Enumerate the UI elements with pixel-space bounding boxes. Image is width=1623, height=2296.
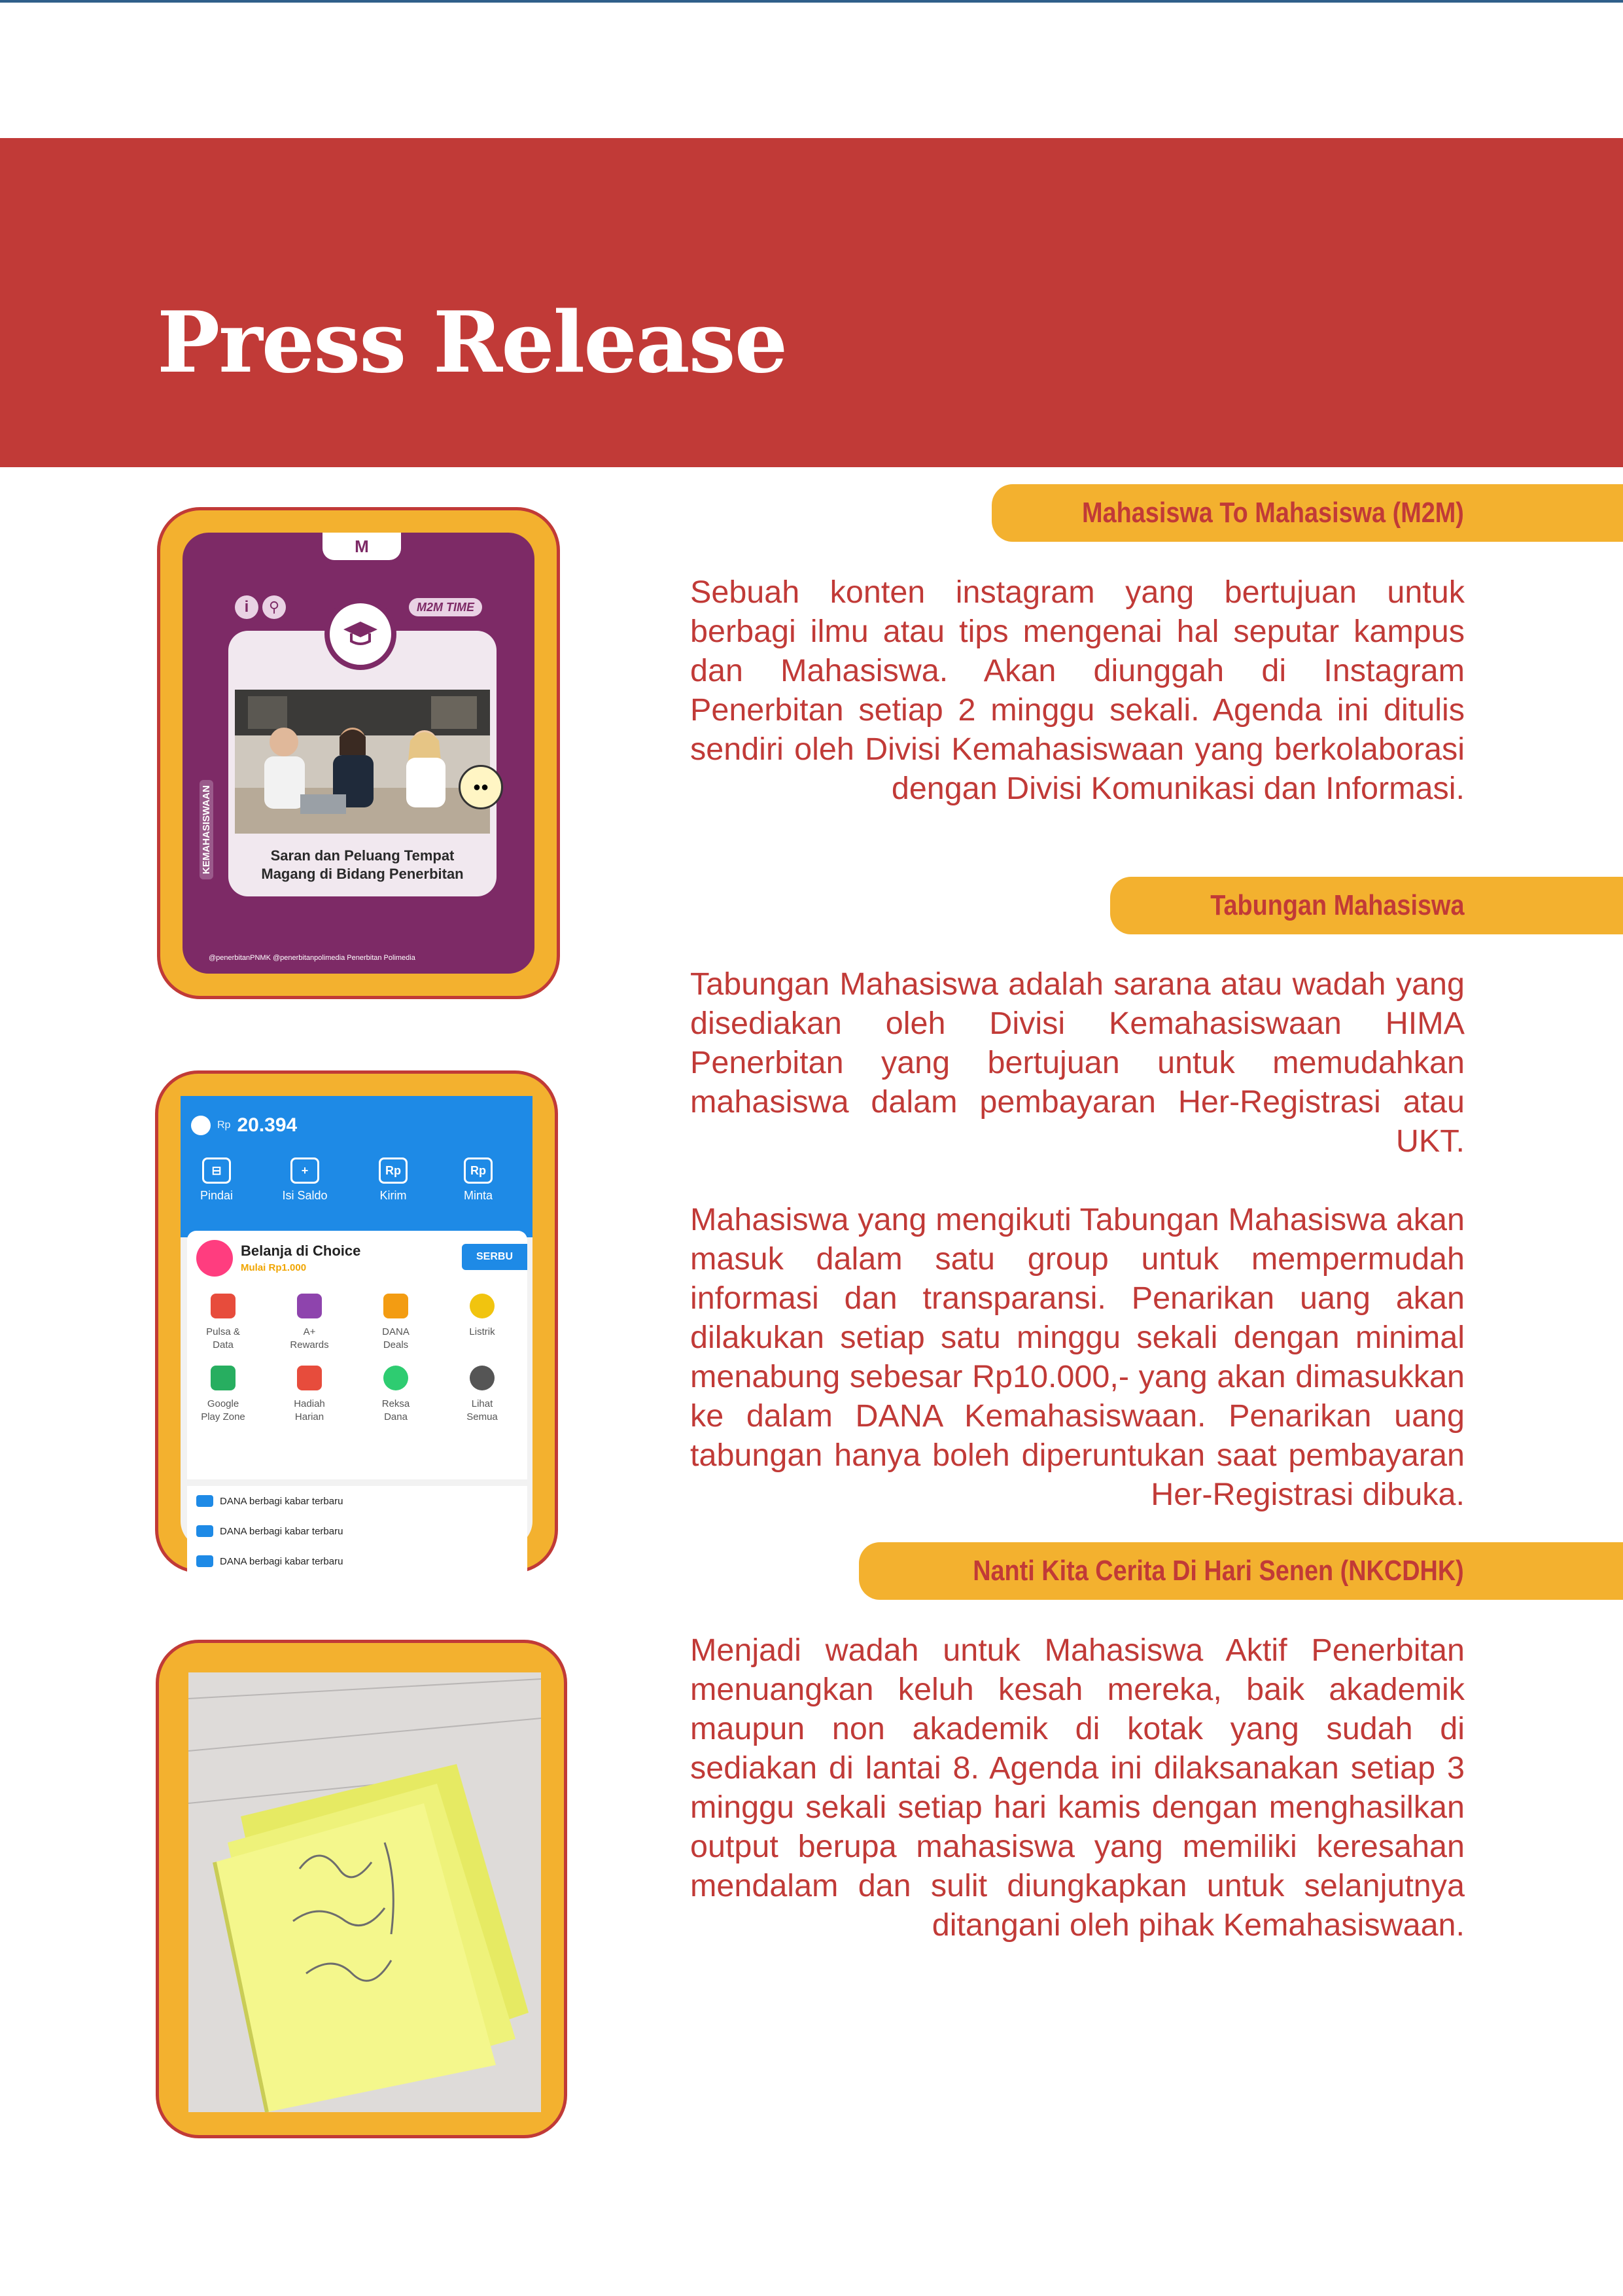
- m2m-image-frame: [157, 507, 560, 999]
- service-listrik: Listrik: [446, 1294, 518, 1339]
- tabungan-paragraph-1: Tabungan Mahasiswa adalah sarana atau wadah yang disediakan oleh Divisi Kemahasiswaan HIMA Penerbitan yang bertujuan untuk memudahkan mahasiswa dalam pembayaran Her-Registrasi atau UKT.: [690, 966, 1465, 1159]
- news-item: DANA berbagi kabar terbaru: [187, 1516, 527, 1546]
- nkcdhk-paragraph: Menjadi wadah untuk Mahasiswa Aktif Penerbitan menuangkan keluh kesah mereka, baik akademik maupun non akademik di kotak yang sudah di sediakan di lantai 8. Agenda ini dilaksanakan setiap 3 minggu sekali setiap hari kamis dengan menghasilkan output berupa mahasiswa yang memiliki keresahan mendalam dan sulit diungkapkan untuk selanjutnya ditangani oleh pihak Kemahasiswaan.: [690, 1633, 1465, 1943]
- post-footer: @penerbitanPNMK @penerbitanpolimedia Penerbitan Polimedia: [209, 954, 415, 962]
- tabungan-paragraph-2: Mahasiswa yang mengikuti Tabungan Mahasiswa akan masuk dalam satu group untuk mempermudah informasi dan transparansi. Penarikan uang akan dilakukan setiap satu minggu sekali dengan minimal menabung sebesar Rp10.000,- yang akan dimasukkan ke dalam DANA Kemahasiswaan. Penarikan uang tabungan hanya boleh diperuntukan saat pembayaran Her-Registrasi dibuka.: [690, 1202, 1465, 1512]
- m2m-instagram-post: [183, 533, 534, 974]
- more-grid-icon: [470, 1366, 495, 1390]
- service-hadiah-harian: Hadiah Harian: [273, 1366, 345, 1424]
- news-icon: [196, 1495, 213, 1507]
- search-icon: ⚲: [262, 595, 286, 619]
- section-heading-nkcdhk: Nanti Kita Cerita Di Hari Senen (NKCDHK): [859, 1542, 1623, 1600]
- dana-app-screenshot: [181, 1096, 532, 1567]
- service-lihat-semua: Lihat Semua: [446, 1366, 518, 1424]
- promo-button: SERBU: [462, 1244, 527, 1270]
- section-heading-tabungan: Tabungan Mahasiswa: [1110, 877, 1623, 934]
- news-icon: [196, 1555, 213, 1567]
- google-play-icon: [211, 1366, 236, 1390]
- m2m-logo: M: [323, 533, 401, 560]
- page-title: Press Release: [157, 294, 787, 392]
- m2m-paragraph: Sebuah konten instagram yang bertujuan untuk berbagi ilmu atau tips mengenai hal seputar kampus dan Mahasiswa. Akan diunggah di Instagram Penerbitan setiap 2 minggu sekali. Agenda ini ditulis sendiri oleh Divisi Kemahasiswaan yang berkolaborasi dengan Divisi Komunikasi dan Informasi.: [690, 574, 1465, 806]
- students-photo: [235, 690, 490, 834]
- sticky-notes-photo: [188, 1672, 534, 2106]
- promo-subtitle: Mulai Rp1.000: [241, 1262, 307, 1273]
- deals-icon: [383, 1294, 408, 1318]
- m2m-time-tag: M2M TIME: [409, 598, 482, 616]
- section-heading-m2m: Mahasiswa To Mahasiswa (M2M): [992, 484, 1623, 542]
- post-caption: Saran dan Peluang Tempat Magang di Bidang Penerbitan: [261, 847, 464, 882]
- growth-chart-icon: [383, 1366, 408, 1390]
- lazada-choice-icon: [196, 1240, 233, 1277]
- news-icon: [196, 1525, 213, 1537]
- service-google-play: Google Play Zone: [187, 1366, 259, 1424]
- service-rewards: A+ Rewards: [273, 1294, 345, 1352]
- news-item: DANA berbagi kabar terbaru: [187, 1486, 527, 1516]
- rewards-icon: [297, 1294, 322, 1318]
- mascot-icon: ●●: [459, 765, 503, 809]
- action-kirim: Rp Kirim: [357, 1157, 429, 1203]
- top-up-icon: +: [290, 1157, 319, 1184]
- request-money-icon: Rp: [464, 1157, 493, 1184]
- calendar-gift-icon: [297, 1366, 322, 1390]
- service-dana-deals: DANA Deals: [360, 1294, 432, 1352]
- graduation-cap-icon: [324, 598, 396, 670]
- service-reksa-dana: Reksa Dana: [360, 1366, 432, 1424]
- wallet-icon: [191, 1116, 211, 1135]
- info-icon: i: [235, 595, 258, 619]
- scan-icon: ⊟: [202, 1157, 231, 1184]
- top-rule: [0, 0, 1623, 3]
- news-item: DANA berbagi kabar terbaru: [187, 1546, 527, 1576]
- sticky-notes-illustration: [188, 1672, 541, 2112]
- division-side-label: KEMAHASISWAAN: [200, 780, 213, 879]
- dana-balance: Rp 20.394: [191, 1114, 297, 1137]
- action-pindai: ⊟ Pindai: [181, 1157, 253, 1203]
- dana-services-panel: [187, 1231, 527, 1479]
- dana-news-list: [187, 1486, 527, 1576]
- phone-credit-icon: [211, 1294, 236, 1318]
- dana-image-frame: [155, 1070, 558, 1573]
- service-pulsa-data: Pulsa & Data: [187, 1294, 259, 1352]
- action-minta: Rp Minta: [442, 1157, 514, 1203]
- promo-title: Belanja di Choice: [241, 1243, 361, 1259]
- notes-image-frame: [156, 1640, 567, 2138]
- lightbulb-icon: [470, 1294, 495, 1318]
- action-isi-saldo: + Isi Saldo: [269, 1157, 341, 1203]
- send-money-icon: Rp: [379, 1157, 408, 1184]
